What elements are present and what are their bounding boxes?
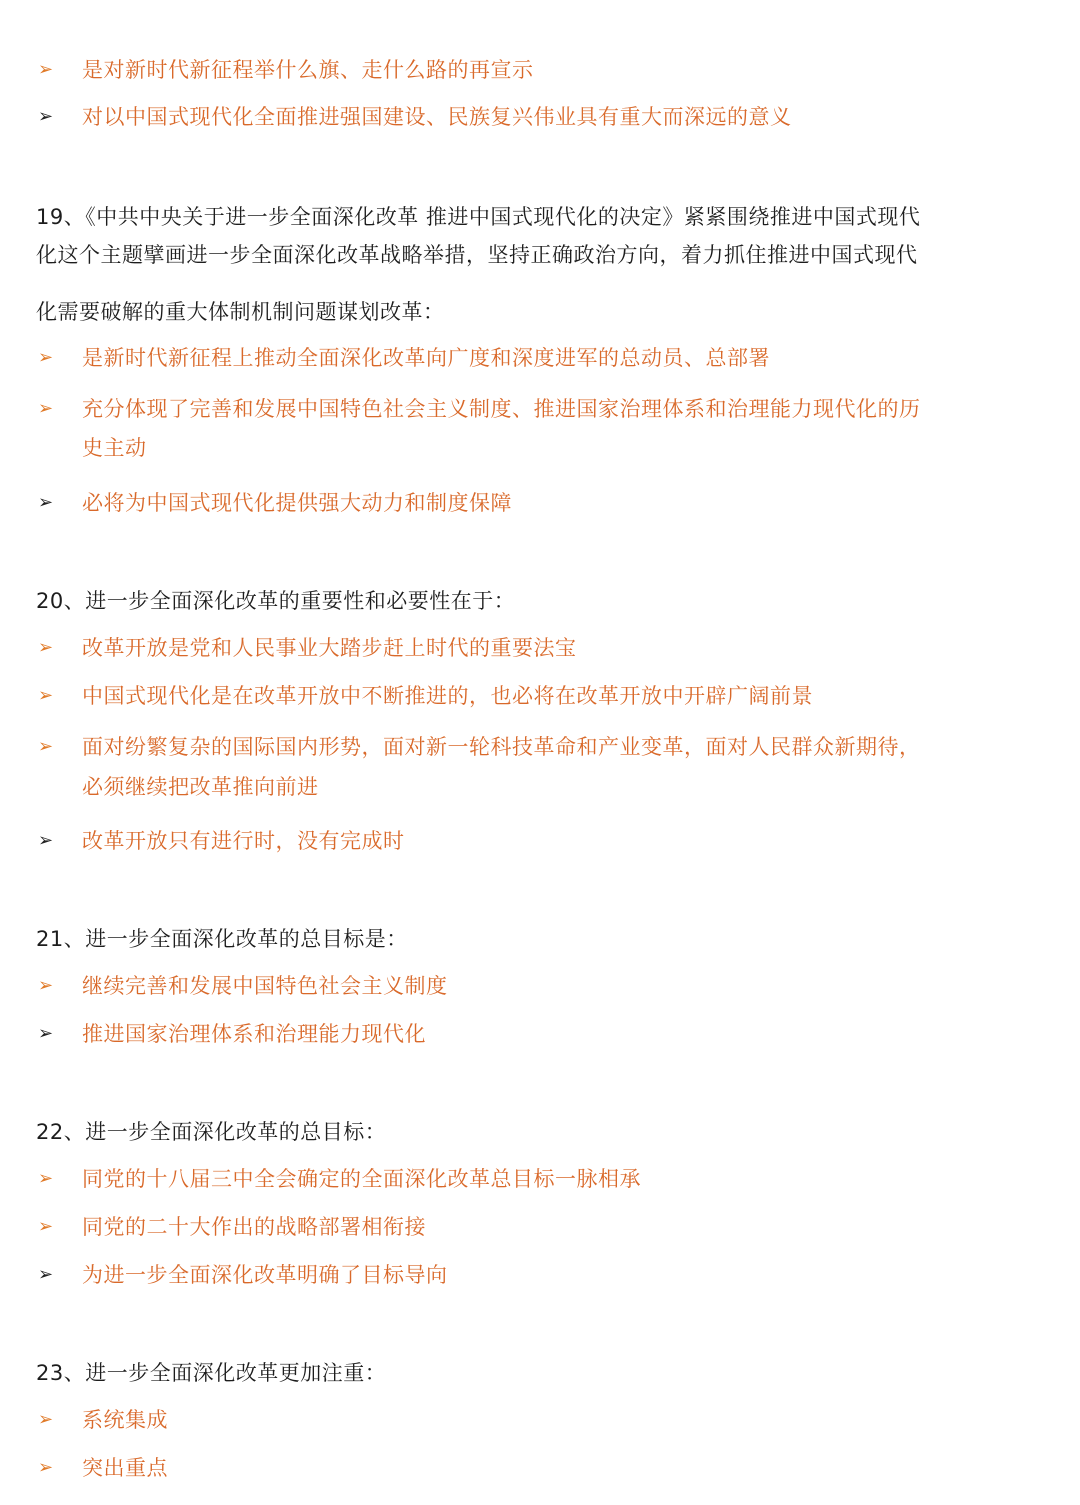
list-item (36, 1014, 1046, 1054)
list-item-continuation (36, 428, 1046, 468)
question-19-line-2: 化这个主题擘画进一步全面深化改革战略举措，坚持正确政治方向，着力抓住推进中国式现代 (36, 243, 918, 267)
list-item (36, 97, 1046, 137)
list-item (36, 338, 1046, 378)
arrow-bullet-icon: ➢ (38, 106, 54, 127)
arrow-bullet-icon: ➢ (38, 1457, 54, 1478)
list-item (36, 676, 1046, 716)
arrow-bullet-icon: ➢ (38, 1023, 54, 1044)
bullet-text: 同党的二十大作出的战略部署相衔接 (82, 1215, 426, 1239)
bullet-text: 必须继续把改革推向前进 (82, 775, 319, 799)
list-item (36, 1159, 1046, 1199)
bullet-text: 充分体现了完善和发展中国特色社会主义制度、推进国家治理体系和治理能力现代化的历 (82, 397, 921, 421)
arrow-bullet-icon: ➢ (38, 398, 54, 419)
bullet-text: 系统集成 (82, 1408, 168, 1432)
arrow-bullet-icon: ➢ (38, 975, 54, 996)
question-19-line-3: 化需要破解的重大体制机制问题谋划改革： (36, 300, 445, 324)
bullet-text: 史主动 (82, 436, 147, 460)
arrow-bullet-icon: ➢ (38, 1168, 54, 1189)
list-item (36, 1400, 1046, 1440)
bullet-text: 是对新时代新征程举什么旗、走什么路的再宣示 (82, 58, 534, 82)
arrow-bullet-icon: ➢ (38, 830, 54, 851)
bullet-text: 同党的十八届三中全会确定的全面深化改革总目标一脉相承 (82, 1167, 641, 1191)
list-item (36, 1207, 1046, 1247)
bullet-text: 对以中国式现代化全面推进强国建设、民族复兴伟业具有重大而深远的意义 (82, 105, 792, 129)
question-19-line-1: 19、《中共中央关于进一步全面深化改革 推进中国式现代化的决定》紧紧围绕推进中国式现代 (36, 205, 921, 229)
question-21-title: 21、进一步全面深化改革的总目标是： (36, 927, 408, 951)
arrow-bullet-icon: ➢ (38, 347, 54, 368)
list-item-continuation (36, 767, 1046, 807)
arrow-bullet-icon: ➢ (38, 736, 54, 757)
list-item (36, 483, 1046, 523)
arrow-bullet-icon: ➢ (38, 1264, 54, 1285)
bullet-text: 继续完善和发展中国特色社会主义制度 (82, 974, 448, 998)
bullet-text: 突出重点 (82, 1456, 168, 1480)
bullet-text: 改革开放是党和人民事业大踏步赶上时代的重要法宝 (82, 636, 577, 660)
question-20-title: 20、进一步全面深化改革的重要性和必要性在于： (36, 589, 516, 613)
question-23-title: 23、进一步全面深化改革更加注重： (36, 1361, 387, 1385)
bullet-text: 必将为中国式现代化提供强大动力和制度保障 (82, 491, 512, 515)
arrow-bullet-icon: ➢ (38, 637, 54, 658)
bullet-text: 中国式现代化是在改革开放中不断推进的，也必将在改革开放中开辟广阔前景 (82, 684, 813, 708)
arrow-bullet-icon: ➢ (38, 1216, 54, 1237)
bullet-text: 为进一步全面深化改革明确了目标导向 (82, 1263, 448, 1287)
list-item (36, 1255, 1046, 1295)
list-item (36, 50, 1046, 90)
list-item (36, 966, 1046, 1006)
bullet-text: 改革开放只有进行时，没有完成时 (82, 829, 405, 853)
list-item (36, 1448, 1046, 1488)
arrow-bullet-icon: ➢ (38, 1409, 54, 1430)
arrow-bullet-icon: ➢ (38, 492, 54, 513)
bullet-text: 是新时代新征程上推动全面深化改革向广度和深度进军的总动员、总部署 (82, 346, 770, 370)
list-item (36, 389, 1046, 429)
arrow-bullet-icon: ➢ (38, 685, 54, 706)
list-item (36, 727, 1046, 767)
list-item (36, 821, 1046, 861)
arrow-bullet-icon: ➢ (38, 59, 54, 80)
bullet-text: 面对纷繁复杂的国际国内形势，面对新一轮科技革命和产业变革，面对人民群众新期待， (82, 735, 921, 759)
bullet-text: 推进国家治理体系和治理能力现代化 (82, 1022, 426, 1046)
list-item (36, 628, 1046, 668)
question-22-title: 22、进一步全面深化改革的总目标： (36, 1120, 387, 1144)
